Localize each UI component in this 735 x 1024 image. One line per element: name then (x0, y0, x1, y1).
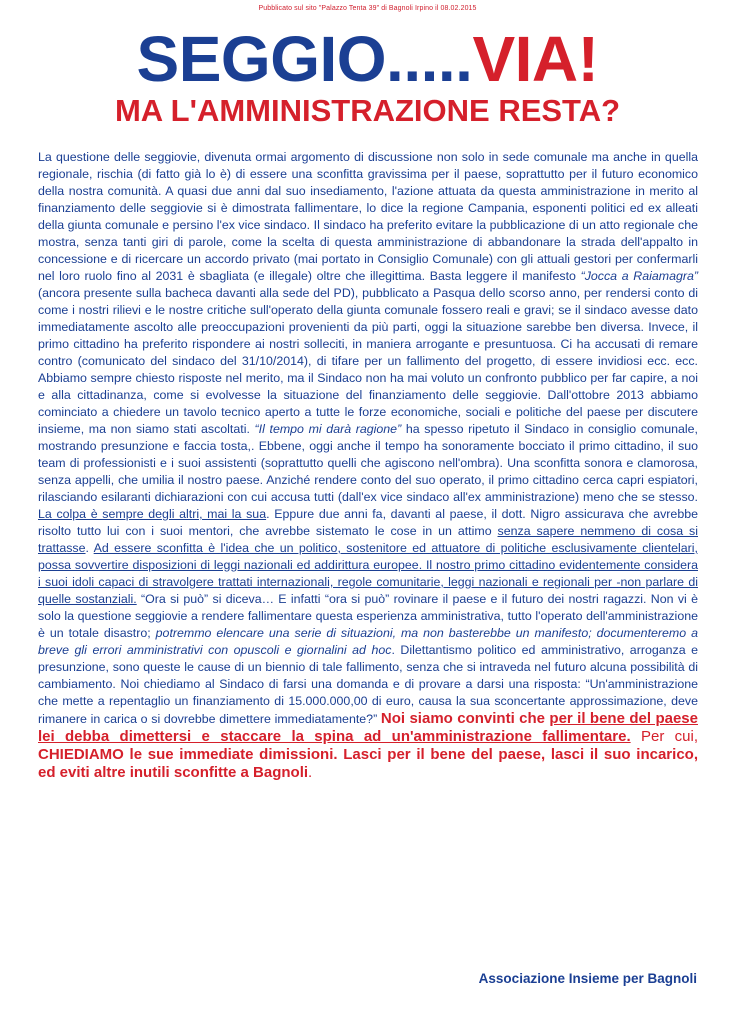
article-text: . Eppure due anni fa, davanti al paese, il dott. Nigro assicurava che avrebbe risolto tutto lui con i suoi mentori, che avrebbe sistemato le cose in un attimo (38, 507, 698, 538)
closing-text: CHIEDIAMO le sue immediate dimissioni. Lasci per il bene del paese, lasci il suo incarico, ed eviti altre inutili sconfitte a Bagnoli (38, 746, 698, 781)
closing-text-regular: Per cui, (630, 728, 699, 745)
closing-underlined-text: per il bene del paese lei debba dimettersi e staccare la spina ad un'amministrazione fallimentare. (38, 710, 698, 745)
signature: Associazione Insieme per Bagnoli (478, 971, 697, 986)
article-underlined-text: senza sapere nemmeno di cosa si trattasse (38, 524, 698, 555)
article-paragraph (38, 149, 698, 782)
article-italic-quote: “Il tempo mi darà ragione” (254, 422, 402, 436)
headline-part-via: VIA! (472, 23, 599, 95)
article-text: . Dilettantismo politico ed amministrativo, arroganza e presunzione, sono queste le cause di un biennio di tale fallimento, senza che si intraveda nel futuro alcuna possibilità di cambiamento. Noi chiediamo al Sindaco di farsi una domanda e di provare a darsi una risposta: “Un'amministrazione che mette a repentaglio un finanziamento di 15.000.000,00 di euro, causa la sua sconcertante approssimazione, deve rimanere in carica o si dovrebbe dimettere immediatamente?” (38, 643, 699, 726)
article-italic-manifesto-title: “Jocca a Raiamagra” (580, 269, 698, 283)
headline-part-seggio: SEGGIO..... (136, 23, 473, 95)
subheadline: MA L'AMMINISTRAZIONE RESTA? (114, 93, 621, 128)
publication-note: Pubblicato sul sito "Palazzo Tenta 39" di Bagnoli Irpino il 08.02.2015 (258, 5, 477, 12)
closing-period: . (308, 764, 313, 781)
article-text: . (85, 541, 94, 555)
headline (0, 22, 735, 96)
article-text: “Ora si può” si diceva… E infatti “ora si può” rovinare il paese e il futuro dei nostri ragazzi. Non vi è solo la questione seggiovie a rendere fallimentare questa esperienza amministrativa, tutto l'operato dell'amministrazione è un totale disastro; (38, 592, 698, 640)
article-italic-text: potremmo elencare una serie di situazioni, ma non basterebbe un manifesto; documenteremo a breve gli errori amministrativi con opuscoli e giornalini ad hoc (38, 626, 698, 657)
article-underlined-text: Ad essere sconfitta è l'idea che un politico, sostenitore ed attuatore di politiche esclusivamente clientelari, possa sovvertire disposizioni di leggi nazionali ed addirittura europee. Il nostro primo cittadino evidentemente considera i suoi idoli capaci di stravolgere trattati internazionali, regole comunitarie, leggi nazionali e regionali per -non parlare di quelle sostanziali. (38, 541, 698, 606)
article-text: La questione delle seggiovie, divenuta ormai argomento di discussione non solo in sede comunale ma anche in quella regionale, rischia (di fatto già lo è) di essere una sconfitta gravissima per il paese, soprattutto per il futuro economico della nostra comunità. A quasi due anni dal suo insediamento, l'azione attuata da questa amministrazione in merito al finanziamento delle seggiovie si è dimostrata fallimentare, lo dice la regione Campania, esponenti politici ed ex alleati della giunta comunale e persino l'ex vice sindaco. Il sindaco ha preferito evitare la pubblicazione di un atto regionale che mostra, senza tanti giri di parole, come la scelta di questa amministrazione di abbandonare la strada dell'appalto in concessione e di ricercare un accordo privato (mai portato in Consiglio Comunale) con gli attuali gestori per confermarli nel loro ruolo fino al 2031 è sbagliata (e illegale) oltre che illegittima. Basta leggere il manifesto (38, 150, 698, 283)
article-text: (ancora presente sulla bacheca davanti alla sede del PD), pubblicato a Pasqua dello scorso anno, per rendersi conto di come i nostri rilievi e le nostre critiche sull'operato della giunta comunale fossero reali e gravi; se il sindaco avesse dato immediatamente ascolto alle preoccupazioni provenienti da più parti, oggi la situazione sarebbe ben diversa. Invece, il primo cittadino ha preferito rispondere ai nostri solleciti, in maniera arrogante e presuntuosa. Ci ha accusati di remare contro (comunicato del sindaco del 31/10/2014), di tifare per un fallimento del progetto, di essere invidiosi ecc. ecc. Abbiamo sempre chiesto risposte nel merito, ma il Sindaco non ha mai voluto un confronto pubblico per far capire, a noi e alla cittadinanza, come si evolvesse la situazione del finanziamento delle seggiovie. Dall'ottobre 2013 abbiamo cominciato a chiedere un tavolo tecnico aperto a tutte le forze economiche, sociali e politiche del paese per discutere insieme, ma non siamo stati ascoltati. (38, 286, 698, 436)
article-body (38, 149, 698, 782)
closing-text: Noi siamo convinti che (380, 710, 550, 727)
article-underlined-text: La colpa è sempre degli altri, mai la sua (38, 507, 267, 521)
article-text: ha spesso ripetuto il Sindaco in consiglio comunale, mostrando presunzione e faccia tosta,. Ebbene, oggi anche il tempo ha sonoramente bocciato il primo cittadino, il suo team di professionisti e i suoi assistenti (soprattutto quelli che agiscono nell'ombra). Una sconfitta sonora e clamorosa, senza appelli, che umilia il nostro paese. Anziché rendere conto del suo operato, il primo cittadino cerca capri espiatori, rilasciando esilaranti dichiarazioni con cui accusa tutti (dall'ex vice sindaco all'ex amministrazione) meno che se stesso. (38, 422, 698, 504)
